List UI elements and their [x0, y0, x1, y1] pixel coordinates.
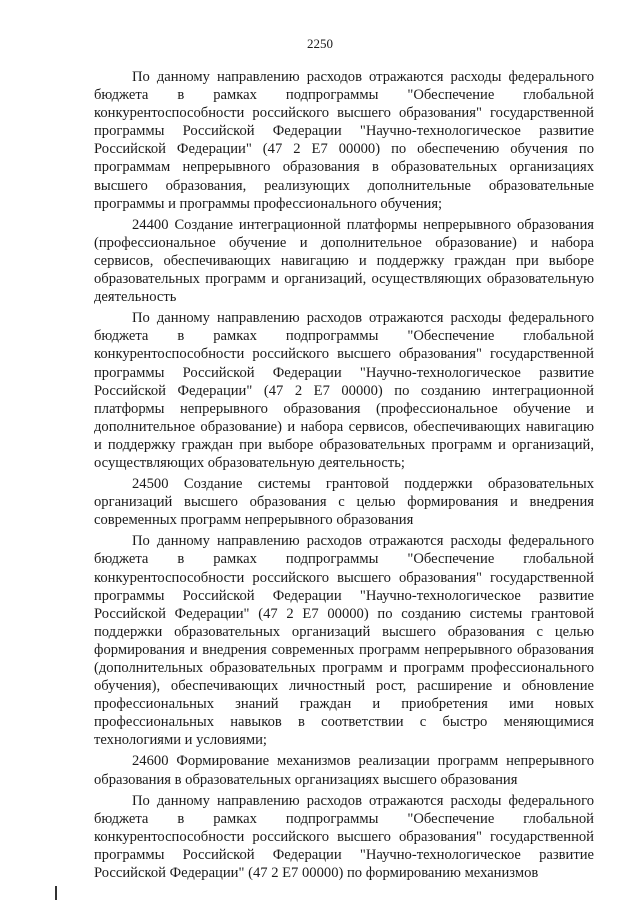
paragraph-item-24500: 24500 Создание системы грантовой поддержки образовательных организаций высшего образования с целью формирования и внедрения современных программ непрерывного образования [94, 476, 594, 529]
document-body [94, 68, 594, 885]
paragraph-expense-description-1: По данному направлению расходов отражаются расходы федерального бюджета в рамках подпрограммы "Обеспечение глобальной конкурентоспособности российского высшего образования" государственной программы Российской Федерации "Научно-технологическое развитие Российской Федерации" (47 2 Е7 00000) по обеспечению обучения по программам непрерывного образования в образовательных организациях высшего образования, реализующих дополнительные образовательные программы и программы профессионального обучения; [94, 69, 594, 212]
scan-artifact-mark [55, 886, 57, 900]
page-number: 2250 [307, 36, 333, 51]
paragraph-expense-description-3: По данному направлению расходов отражаются расходы федерального бюджета в рамках подпрограммы "Обеспечение глобальной конкурентоспособности российского высшего образования" государственной программы Российской Федерации "Научно-технологическое развитие Российской Федерации" (47 2 Е7 00000) по созданию системы грантовой поддержки образовательных организаций высшего образования с целью формирования и внедрения современных программ непрерывного образования (дополнительных образовательных программ и программ профессионального обучения), обеспечивающих личностный рост, расширение и обновление профессиональных знаний граждан и приобретения ими новых профессиональных навыков в соответствии с быстро меняющимися технологиями и условиями; [94, 533, 594, 749]
paragraph-expense-description-4: По данному направлению расходов отражаются расходы федерального бюджета в рамках подпрограммы "Обеспечение глобальной конкурентоспособности российского высшего образования" государственной программы Российской Федерации "Научно-технологическое развитие Российской Федерации" (47 2 Е7 00000) по формированию механизмов [94, 792, 594, 882]
paragraph-expense-description-2: По данному направлению расходов отражаются расходы федерального бюджета в рамках подпрограммы "Обеспечение глобальной конкурентоспособности российского высшего образования" государственной программы Российской Федерации "Научно-технологическое развитие Российской Федерации" (47 2 Е7 00000) по созданию интеграционной платформы непрерывного образования (профессиональное обучение и дополнительное образование) и набора сервисов, обеспечивающих навигацию и поддержку граждан при выборе образовательных программ и организаций, осуществляющих образовательную деятельность; [94, 310, 594, 471]
paragraph-item-24400: 24400 Создание интеграционной платформы непрерывного образования (профессиональное обучение и дополнительное образование) и набора сервисов, обеспечивающих навигацию и поддержку граждан при выборе образовательных программ и организаций, осуществляющих образовательную деятельность [94, 216, 594, 306]
paragraph-item-24600: 24600 Формирование механизмов реализации программ непрерывного образования в образовательных организациях высшего образования [94, 753, 594, 788]
